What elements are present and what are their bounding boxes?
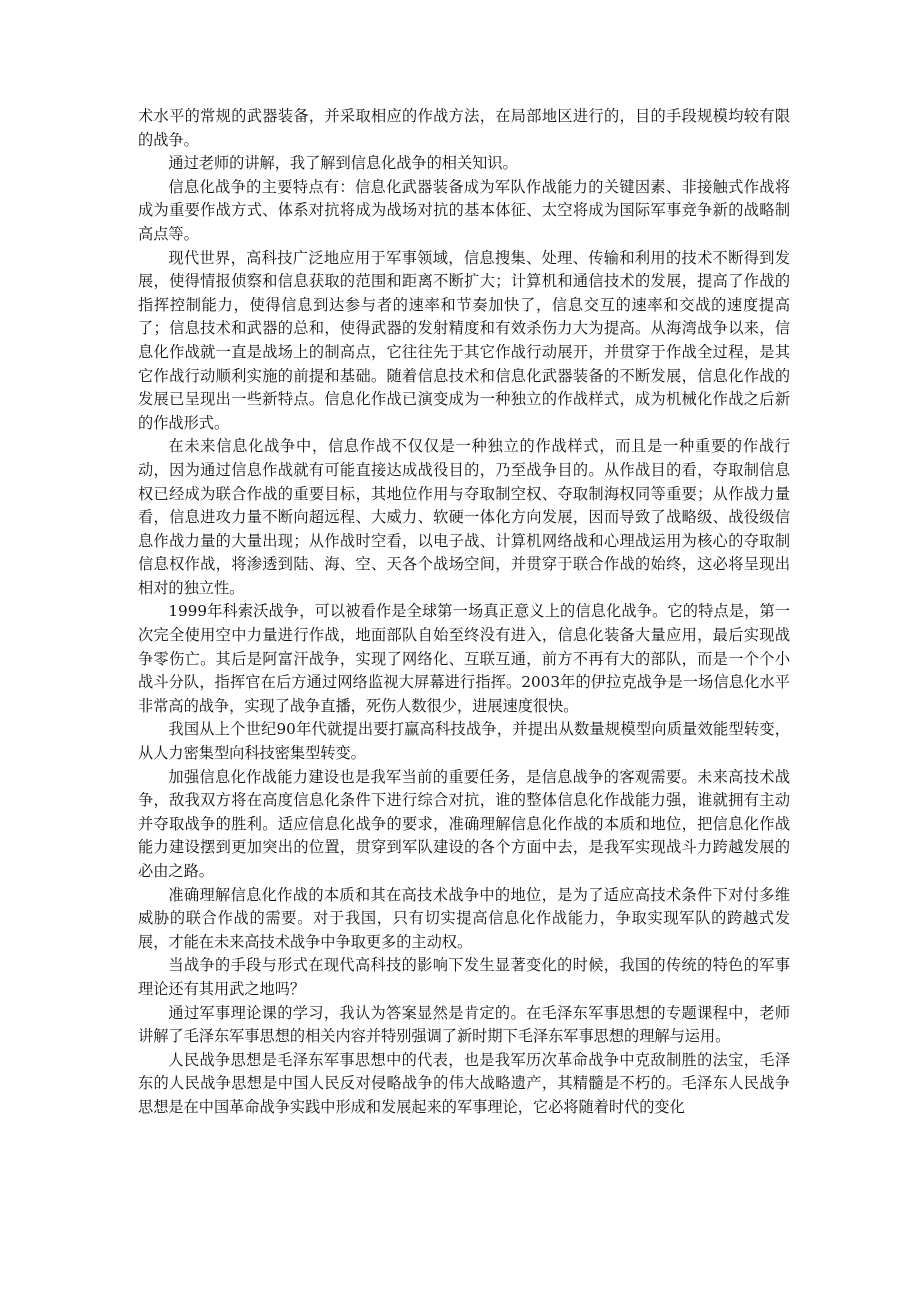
paragraph-10: 当战争的手段与形式在现代高科技的影响下发生显著变化的时候，我国的传统的特色的军事理论还有其用武之地吗？ — [138, 956, 790, 998]
paragraph-11: 通过军事理论课的学习，我认为答案显然是肯定的。在毛泽东军事思想的专题课程中，老师讲解了毛泽东军事思想的相关内容并特别强调了新时期下毛泽东军事思想的理解与运用。 — [138, 1003, 790, 1046]
paragraph-3: 信息化战争的主要特点有：信息化武器装备成为军队作战能力的关键因素、非接触式作战将成为重要作战方式、体系对抗将成为战场对抗的基本体征、太空将成为国际军事竞争新的战略制高点等。 — [138, 177, 790, 243]
paragraph-5: 在未来信息化战争中，信息作战不仅仅是一种独立的作战样式，而且是一种重要的作战行动，因为通过信息作战就有可能直接达成战役目的，乃至战争目的。从作战目的看，夺取制信息权已经成为联合作战的重要目标，其地位作用与夺取制空权、夺取制海权同等重要；从作战力量看，信息进攻力量不断向超远程、大威力、软硬一体化方向发展，因而导致了战略级、战役级信息作战力量的大量出现；从作战时空看，以电子战、计算机网络战和心理战运用为核心的夺取制信息权作战，将渗透到陆、海、空、天各个战场空间，并贯穿于联合作战的始终，这必将呈现出相对的独立性。 — [138, 437, 790, 597]
paragraph-7: 我国从上个世纪90年代就提出要打赢高科技战争，并提出从数量规模型向质量效能型转变，从人力密集型向科技密集型转变。 — [138, 720, 790, 763]
paragraph-2: 通过老师的讲解，我了解到信息化战争的相关知识。 — [168, 154, 518, 173]
paragraph-4: 现代世界，高科技广泛地应用于军事领域，信息搜集、处理、传输和利用的技术不断得到发展，使得情报侦察和信息获取的范围和距离不断扩大；计算机和通信技术的发展，提高了作战的指挥控制能力，使得信息到达参与者的速率和节奏加快了，信息交互的速率和交战的速度提高了；信息技术和武器的总和，使得武器的发射精度和有效杀伤力大为提高。从海湾战争以来，信息化作战就一直是战场上的制高点，它往往先于其它作战行动展开，并贯穿于作战全过程，是其它作战行动顺利实施的前提和基础。随着信息技术和信息化武器装备的不断发展，信息化作战的发展已呈现出一些新特点。信息化作战已演变成为一种独立的作战样式，成为机械化作战之后新的作战形式。 — [138, 248, 790, 432]
paragraph-9: 准确理解信息化作战的本质和其在高技术战争中的地位，是为了适应高技术条件下对付多维威胁的联合作战的需要。对于我国，只有切实提高信息化作战能力，争取实现军队的跨越式发展，才能在未来高技术战争中争取更多的主动权。 — [138, 885, 790, 951]
paragraph-6: 1999年科索沃战争，可以被看作是全球第一场真正意义上的信息化战争。它的特点是，第一次完全使用空中力量进行作战，地面部队自始至终没有进入，信息化装备大量应用，最后实现战争零伤亡。其后是阿富汗战争，实现了网络化、互联互通，前方不再有大的部队，而是一个个小战斗分队，指挥官在后方通过网络监视大屏幕进行指挥。2003年的伊拉克战争是一场信息化水平非常高的战争，实现了战争直播，死伤人数很少，进展速度很快。 — [138, 602, 790, 715]
document-body — [138, 105, 790, 1120]
paragraph-8: 加强信息化作战能力建设也是我军当前的重要任务，是信息战争的客观需要。未来高技术战争，敌我双方将在高度信息化条件下进行综合对抗，谁的整体信息化作战能力强，谁就拥有主动并夺取战争的胜利。适应信息化战争的要求，准确理解信息化作战的本质和地位，把信息化作战能力建设摆到更加突出的位置，贯穿到军队建设的各个方面中去，是我军实现战斗力跨越发展的必由之路。 — [138, 767, 790, 880]
paragraph-12: 人民战争思想是毛泽东军事思想中的代表，也是我军历次革命战争中克敌制胜的法宝，毛泽东的人民战争思想是中国人民反对侵略战争的伟大战略遗产，其精髓是不朽的。毛泽东人民战争思想是在中国革命战争实践中形成和发展起来的军事理论，它必将随着时代的变化 — [138, 1050, 790, 1116]
paragraph-1: 术水平的常规的武器装备，并采取相应的作战方法，在局部地区进行的，目的手段规模均较有限的战争。 — [138, 107, 790, 149]
